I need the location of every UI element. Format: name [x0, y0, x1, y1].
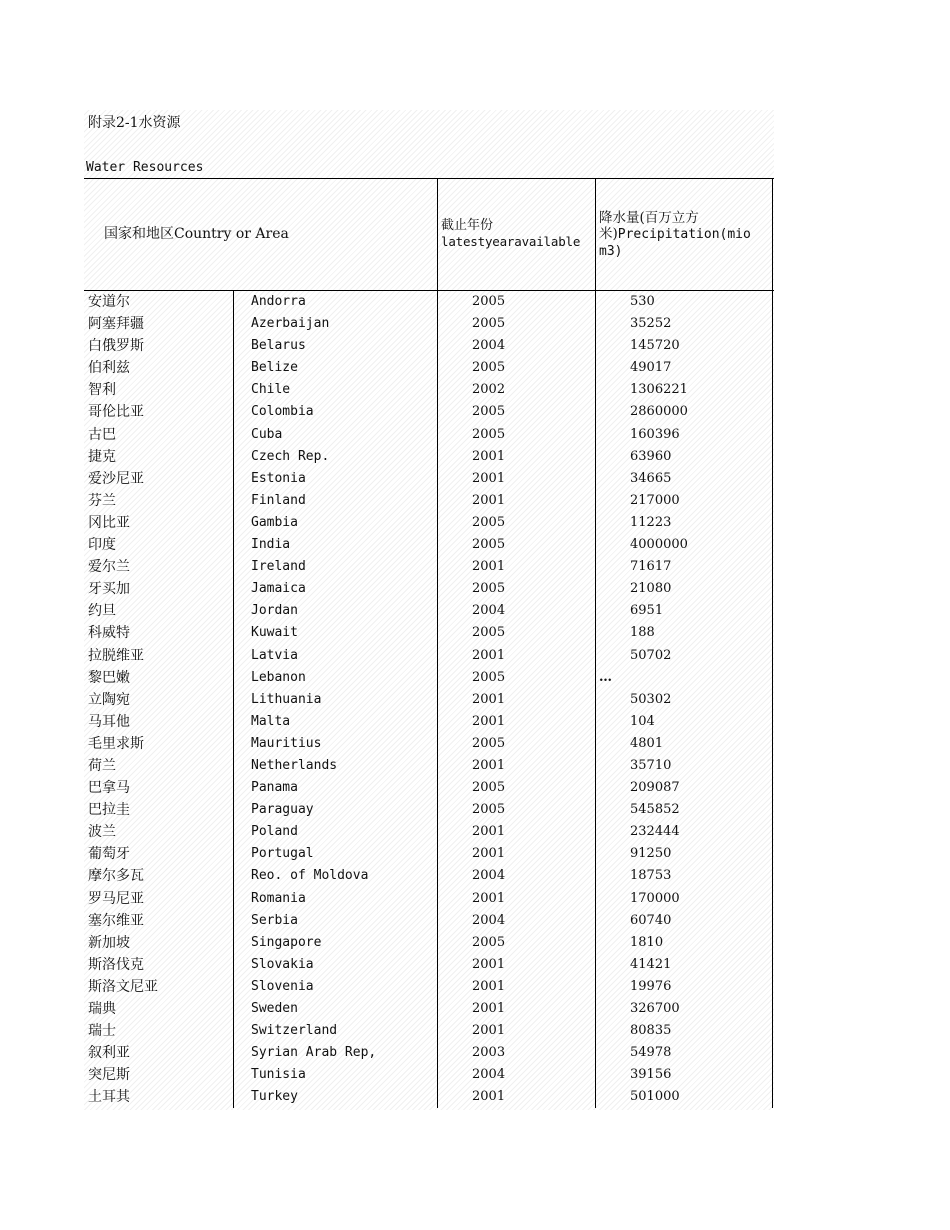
- country-name-cn: 芬兰: [88, 492, 116, 509]
- country-name-en: Portugal: [251, 846, 314, 862]
- latest-year-cell: 2004: [472, 868, 506, 884]
- table-row: [84, 534, 774, 556]
- country-name-cn: 牙买加: [88, 581, 130, 598]
- table-row: [84, 512, 774, 534]
- country-name-cn: 印度: [88, 537, 116, 554]
- latest-year-cell: 2005: [472, 802, 506, 818]
- country-name-en: Czech Rep.: [251, 448, 330, 464]
- country-name-cn: 斯洛文尼亚: [88, 978, 158, 995]
- country-name-cn: 突尼斯: [88, 1067, 130, 1084]
- precipitation-cell: 104: [630, 713, 655, 729]
- latest-year-cell: 2001: [472, 691, 506, 707]
- table-row: [84, 424, 774, 446]
- table-row: [84, 777, 774, 799]
- latest-year-cell: 2001: [472, 757, 506, 773]
- country-name-en: Andorra: [251, 294, 306, 309]
- latest-year-cell: 2001: [472, 559, 506, 575]
- precipitation-cell: 50702: [630, 647, 672, 663]
- precipitation-cell: 35252: [630, 316, 672, 332]
- table-row: [84, 711, 774, 733]
- country-name-cn: 叙利亚: [88, 1045, 130, 1062]
- latest-year-cell: 2001: [472, 846, 506, 862]
- latest-year-cell: 2002: [472, 382, 506, 398]
- country-name-cn: 荷兰: [88, 757, 116, 774]
- country-name-en: Colombia: [251, 404, 314, 420]
- precipitation-cell: 209087: [630, 780, 680, 796]
- country-name-cn: 瑞典: [88, 1001, 116, 1017]
- latest-year-cell: 2005: [472, 735, 506, 751]
- country-name-en: Lebanon: [251, 669, 306, 685]
- country-name-cn: 巴拿马: [88, 780, 130, 797]
- table-row: [84, 667, 774, 689]
- country-name-en: Mauritius: [251, 735, 322, 751]
- precipitation-cell: 11223: [630, 514, 672, 530]
- table-row: [84, 888, 774, 910]
- country-name-cn: 罗马尼亚: [88, 890, 144, 907]
- country-name-cn: 巴拉圭: [88, 802, 130, 819]
- table-row: [84, 733, 774, 755]
- precipitation-cell: 34665: [630, 470, 672, 486]
- table-row: [84, 1042, 774, 1064]
- country-name-cn: 伯利兹: [88, 360, 130, 377]
- country-name-cn: 爱沙尼亚: [88, 470, 144, 487]
- latest-year-cell: 2005: [472, 404, 506, 420]
- table-row: [84, 335, 774, 357]
- precipitation-cell: 530: [630, 294, 655, 309]
- latest-year-cell: 2001: [472, 1089, 506, 1105]
- header-precip-cn: 降水量(百万立方米): [599, 210, 699, 242]
- country-name-en: Finland: [251, 492, 306, 508]
- precipitation-cell: 50302: [630, 691, 672, 707]
- country-name-en: Cuba: [251, 426, 283, 442]
- country-name-cn: 毛里求斯: [88, 735, 144, 752]
- table-row: [84, 998, 774, 1020]
- latest-year-cell: 2001: [472, 824, 506, 840]
- country-name-en: Poland: [251, 824, 298, 840]
- country-name-cn: 约旦: [88, 603, 116, 620]
- table-row: [84, 379, 774, 401]
- country-name-cn: 智利: [88, 382, 116, 399]
- table-row: [84, 490, 774, 512]
- country-name-en: Netherlands: [251, 757, 338, 773]
- precipitation-cell: 545852: [630, 802, 680, 818]
- table-row: [84, 468, 774, 490]
- country-name-en: Kuwait: [251, 625, 298, 641]
- latest-year-cell: 2005: [472, 780, 506, 796]
- country-name-en: Malta: [251, 713, 291, 729]
- precipitation-cell: 60740: [630, 912, 672, 928]
- country-name-en: Serbia: [251, 912, 298, 928]
- header-precip-en: Precipitation(mio m3): [599, 227, 751, 259]
- header-precipitation: [599, 210, 769, 260]
- precipitation-cell: 18753: [630, 868, 672, 884]
- table-row: [84, 976, 774, 998]
- country-name-cn: 塞尔维亚: [88, 912, 144, 929]
- latest-year-cell: 2003: [472, 1045, 506, 1061]
- precipitation-cell: 326700: [630, 1001, 680, 1016]
- latest-year-cell: 2001: [472, 978, 506, 994]
- sheet-title-en: Water Resources: [86, 160, 204, 175]
- table-row: [84, 1086, 774, 1108]
- country-name-cn: 斯洛伐克: [88, 956, 144, 973]
- country-name-en: Sweden: [251, 1001, 298, 1016]
- country-name-en: Jamaica: [251, 581, 306, 597]
- latest-year-cell: 2001: [472, 1023, 506, 1039]
- precipitation-cell: 41421: [630, 956, 672, 972]
- country-name-en: Singapore: [251, 934, 322, 950]
- country-name-en: Turkey: [251, 1089, 298, 1105]
- country-name-en: India: [251, 537, 291, 553]
- country-name-cn: 拉脱维亚: [88, 647, 144, 664]
- table-row: [84, 645, 774, 667]
- precipitation-cell: 160396: [630, 426, 680, 442]
- precipitation-cell: 188: [630, 625, 655, 641]
- header-year-en: latestyearavailable: [441, 234, 581, 249]
- table-row: [84, 689, 774, 711]
- table-row: [84, 755, 774, 777]
- latest-year-cell: 2004: [472, 1067, 506, 1083]
- latest-year-cell: 2004: [472, 338, 506, 354]
- table-body: [84, 291, 774, 1108]
- table-row: [84, 799, 774, 821]
- table-row: [84, 1064, 774, 1086]
- header-country: 国家和地区Country or Area: [104, 226, 289, 242]
- table-row: [84, 313, 774, 335]
- country-name-cn: 瑞士: [88, 1023, 116, 1040]
- latest-year-cell: 2005: [472, 426, 506, 442]
- country-name-en: Lithuania: [251, 691, 322, 707]
- table-row: [84, 1020, 774, 1042]
- country-name-cn: 爱尔兰: [88, 559, 130, 576]
- latest-year-cell: 2001: [472, 1001, 506, 1016]
- country-name-cn: 哥伦比亚: [88, 404, 144, 421]
- country-name-cn: 土耳其: [88, 1089, 130, 1106]
- latest-year-cell: 2001: [472, 448, 506, 464]
- table-row: [84, 865, 774, 887]
- country-name-cn: 葡萄牙: [88, 846, 130, 863]
- precipitation-cell: 1810: [630, 934, 664, 950]
- table-row: [84, 446, 774, 468]
- country-name-en: Romania: [251, 890, 306, 906]
- table-row: [84, 910, 774, 932]
- table-row: [84, 932, 774, 954]
- country-name-cn: 黎巴嫩: [88, 669, 130, 686]
- country-name-cn: 古巴: [88, 426, 116, 443]
- table-top-border: [84, 178, 774, 179]
- country-name-cn: 冈比亚: [88, 514, 130, 531]
- country-name-en: Azerbaijan: [251, 316, 330, 332]
- latest-year-cell: 2005: [472, 316, 506, 332]
- precipitation-cell: 2860000: [630, 404, 688, 420]
- precipitation-cell: 4801: [630, 735, 664, 751]
- latest-year-cell: 2001: [472, 890, 506, 906]
- table-row: [84, 578, 774, 600]
- precipitation-cell: 54978: [630, 1045, 672, 1061]
- country-name-en: Belize: [251, 360, 298, 376]
- precipitation-cell: 170000: [630, 890, 680, 906]
- country-name-en: Slovakia: [251, 956, 314, 972]
- country-name-en: Tunisia: [251, 1067, 306, 1083]
- country-name-en: Estonia: [251, 470, 306, 486]
- country-name-cn: 阿塞拜疆: [88, 316, 144, 333]
- precipitation-cell: 80835: [630, 1023, 672, 1039]
- country-name-en: Panama: [251, 780, 298, 796]
- latest-year-cell: 2005: [472, 581, 506, 597]
- precipitation-cell: 21080: [630, 581, 672, 597]
- header-year: [441, 218, 593, 250]
- latest-year-cell: 2005: [472, 934, 506, 950]
- precipitation-cell: …: [599, 669, 612, 685]
- country-name-cn: 波兰: [88, 824, 116, 841]
- precipitation-cell: 49017: [630, 360, 672, 376]
- table-row: [84, 401, 774, 423]
- table-row: [84, 954, 774, 976]
- precipitation-cell: 145720: [630, 338, 680, 354]
- precipitation-cell: 6951: [630, 603, 664, 619]
- latest-year-cell: 2001: [472, 470, 506, 486]
- country-name-cn: 立陶宛: [88, 691, 130, 708]
- country-name-en: Gambia: [251, 514, 298, 530]
- latest-year-cell: 2005: [472, 625, 506, 641]
- table-row: [84, 291, 774, 313]
- country-name-en: Belarus: [251, 338, 306, 354]
- country-name-en: Chile: [251, 382, 291, 398]
- table-row: [84, 600, 774, 622]
- latest-year-cell: 2005: [472, 514, 506, 530]
- header-year-cn: 截止年份: [441, 218, 494, 233]
- country-name-cn: 马耳他: [88, 713, 130, 730]
- latest-year-cell: 2005: [472, 669, 506, 685]
- precipitation-cell: 91250: [630, 846, 672, 862]
- country-name-cn: 捷克: [88, 448, 116, 465]
- precipitation-cell: 4000000: [630, 537, 688, 553]
- table-row: [84, 357, 774, 379]
- country-name-en: Reo. of Moldova: [251, 868, 369, 884]
- latest-year-cell: 2005: [472, 294, 506, 309]
- precipitation-cell: 63960: [630, 448, 672, 464]
- country-name-cn: 摩尔多瓦: [88, 868, 144, 885]
- precipitation-cell: 71617: [630, 559, 672, 575]
- table-row: [84, 622, 774, 644]
- precipitation-cell: 19976: [630, 978, 672, 994]
- country-name-cn: 安道尔: [88, 294, 130, 310]
- sheet-title-cn: 附录2-1水资源: [88, 115, 181, 131]
- latest-year-cell: 2005: [472, 537, 506, 553]
- country-name-en: Paraguay: [251, 802, 314, 818]
- precipitation-cell: 39156: [630, 1067, 672, 1083]
- country-name-cn: 新加坡: [88, 934, 130, 951]
- country-name-en: Switzerland: [251, 1023, 338, 1039]
- precipitation-cell: 232444: [630, 824, 680, 840]
- precipitation-cell: 35710: [630, 757, 672, 773]
- country-name-cn: 白俄罗斯: [88, 338, 144, 355]
- latest-year-cell: 2005: [472, 360, 506, 376]
- country-name-cn: 科威特: [88, 625, 130, 642]
- latest-year-cell: 2001: [472, 492, 506, 508]
- latest-year-cell: 2001: [472, 647, 506, 663]
- precipitation-cell: 501000: [630, 1089, 680, 1105]
- country-name-en: Latvia: [251, 647, 298, 663]
- latest-year-cell: 2001: [472, 956, 506, 972]
- country-name-en: Jordan: [251, 603, 298, 619]
- table-row: [84, 821, 774, 843]
- table-row: [84, 843, 774, 865]
- table-row: [84, 556, 774, 578]
- latest-year-cell: 2001: [472, 713, 506, 729]
- country-name-en: Slovenia: [251, 978, 314, 994]
- country-name-en: Syrian Arab Rep,: [251, 1045, 377, 1061]
- precipitation-cell: 217000: [630, 492, 680, 508]
- latest-year-cell: 2004: [472, 603, 506, 619]
- country-name-en: Ireland: [251, 559, 306, 575]
- precipitation-cell: 1306221: [630, 382, 688, 398]
- latest-year-cell: 2004: [472, 912, 506, 928]
